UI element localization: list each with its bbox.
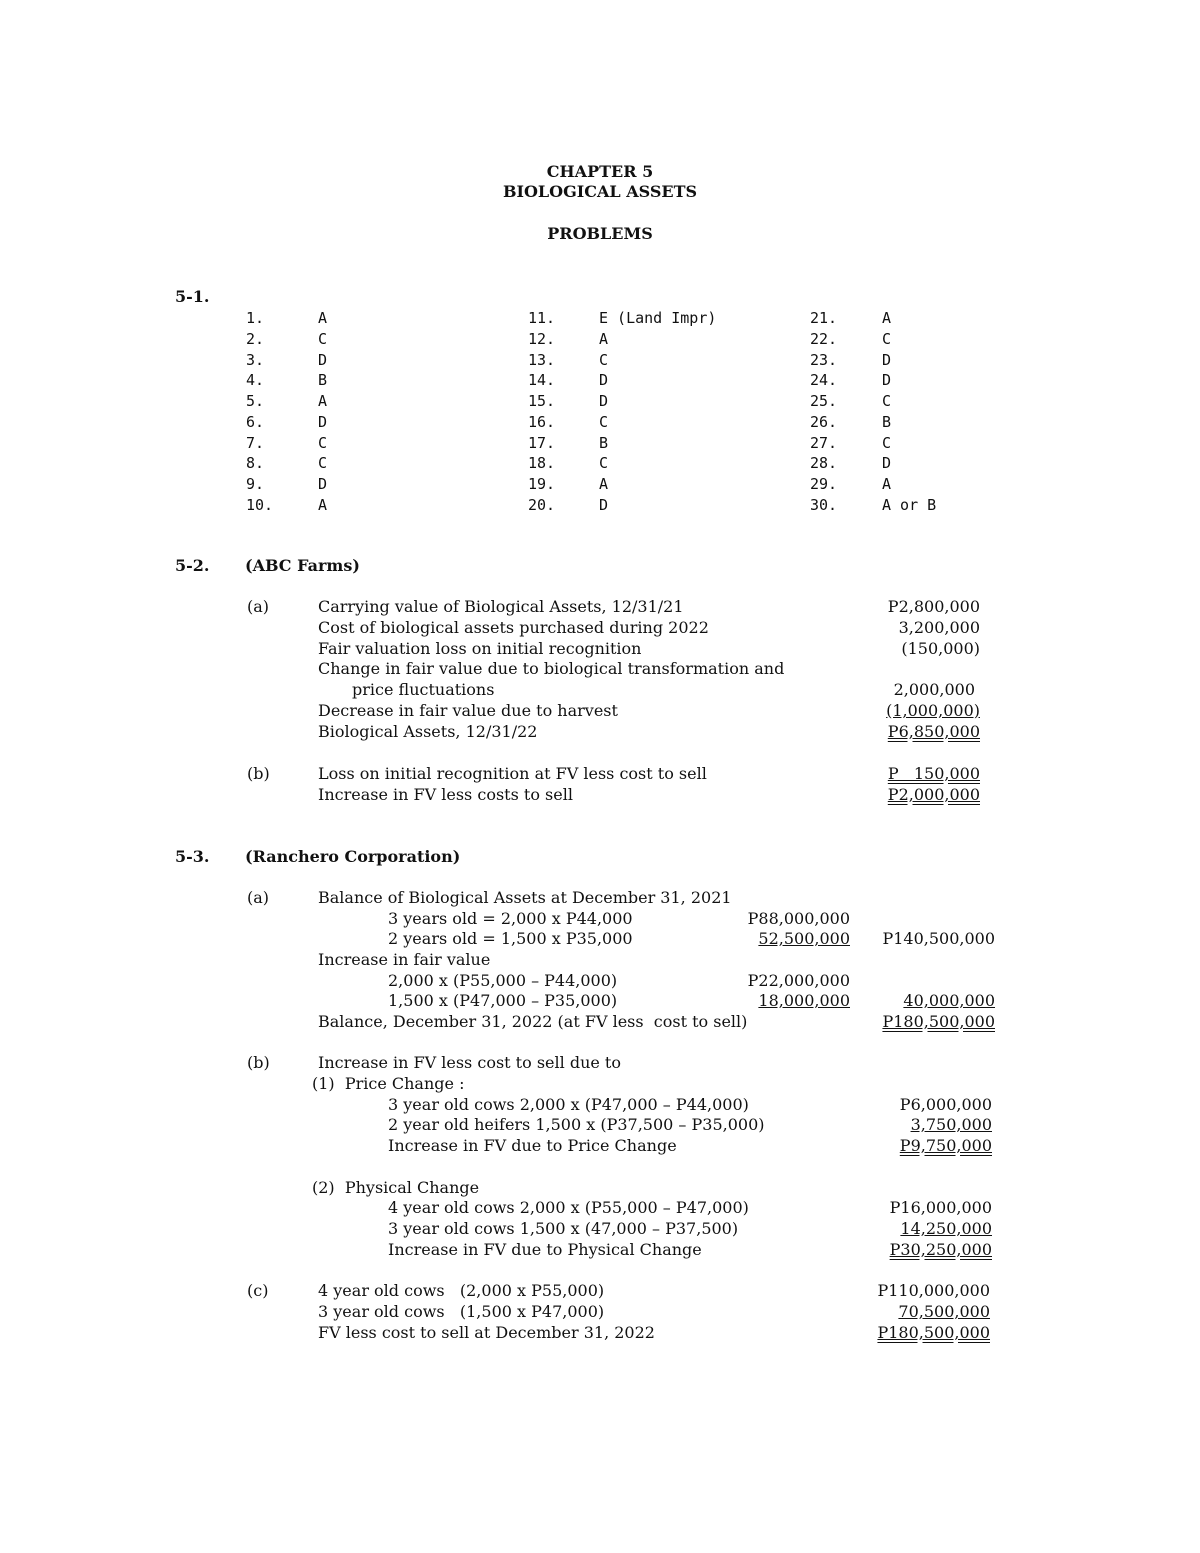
answer-choice: D: [882, 351, 892, 369]
answer-number: 3.: [246, 351, 265, 369]
amount: P110,000,000: [877, 1281, 990, 1300]
answer-choice: D: [882, 371, 892, 389]
line-label: Increase in FV less cost to sell due to: [318, 1053, 621, 1072]
answer-choice: A: [599, 330, 609, 348]
line-label: Increase in FV due to Price Change: [388, 1136, 677, 1155]
line-label: 3 year old cows (1,500 x P47,000): [318, 1302, 605, 1321]
amount: 3,200,000: [898, 618, 980, 637]
amount: P6,000,000: [899, 1095, 992, 1114]
answer-choice: A: [599, 475, 609, 493]
line-label: 3 year old cows 2,000 x (P47,000 – P44,000): [388, 1095, 749, 1114]
section-title: PROBLEMS: [547, 224, 653, 243]
problem-5-3-label: 5-3.: [175, 847, 210, 866]
answer-number: 18.: [528, 454, 556, 472]
line-label: Balance of Biological Assets at December 31, 2021: [318, 888, 732, 907]
line-label: Increase in FV less costs to sell: [318, 785, 573, 804]
answer-number: 16.: [528, 413, 556, 431]
answer-choice: D: [599, 392, 609, 410]
answer-number: 12.: [528, 330, 556, 348]
answer-number: 20.: [528, 496, 556, 514]
chapter-number: CHAPTER 5: [546, 162, 654, 181]
answer-number: 28.: [810, 454, 838, 472]
total-amount: P9,750,000: [899, 1136, 992, 1155]
answer-number: 30.: [810, 496, 838, 514]
part-label: (b): [247, 764, 270, 783]
answer-number: 15.: [528, 392, 556, 410]
line-label: 3 years old = 2,000 x P44,000: [388, 909, 633, 928]
amount: (1,000,000): [886, 701, 980, 720]
line-label: 1,500 x (P47,000 – P35,000): [388, 991, 618, 1010]
answer-choice: A: [318, 496, 328, 514]
answer-choice: D: [599, 371, 609, 389]
answer-number: 26.: [810, 413, 838, 431]
line-label: 2 year old heifers 1,500 x (P37,500 – P35,000): [388, 1115, 765, 1134]
line-label: 4 year old cows 2,000 x (P55,000 – P47,000): [388, 1198, 749, 1217]
answer-number: 21.: [810, 309, 838, 327]
answer-choice: D: [599, 496, 609, 514]
answer-number: 17.: [528, 434, 556, 452]
answer-number: 25.: [810, 392, 838, 410]
answer-number: 6.: [246, 413, 265, 431]
problem-5-2-company: (ABC Farms): [245, 556, 360, 575]
answer-choice: B: [318, 371, 328, 389]
amount: 14,250,000: [900, 1219, 992, 1238]
answer-number: 8.: [246, 454, 265, 472]
problem-5-3-company: (Ranchero Corporation): [245, 847, 461, 866]
total-amount: P6,850,000: [887, 722, 980, 741]
amount: 3,750,000: [910, 1115, 992, 1134]
chapter-title: BIOLOGICAL ASSETS: [502, 182, 698, 201]
line-label: Increase in fair value: [318, 950, 491, 969]
answer-number: 19.: [528, 475, 556, 493]
total-amount: P180,500,000: [882, 1012, 995, 1031]
answer-number: 13.: [528, 351, 556, 369]
line-label: Balance, December 31, 2022 (at FV less cost to sell): [318, 1012, 748, 1031]
total-amount: P 150,000: [887, 764, 980, 783]
part-label: (c): [247, 1281, 269, 1300]
line-label: FV less cost to sell at December 31, 2022: [318, 1323, 655, 1342]
answer-choice: C: [599, 454, 609, 472]
answer-choice: C: [599, 413, 609, 431]
total-amount: P2,000,000: [887, 785, 980, 804]
answer-number: 10.: [246, 496, 274, 514]
answer-number: 4.: [246, 371, 265, 389]
line-label: 3 year old cows 1,500 x (47,000 – P37,500): [388, 1219, 739, 1238]
line-label: Cost of biological assets purchased during 2022: [318, 618, 709, 637]
answer-choice: C: [318, 434, 328, 452]
line-label: Decrease in fair value due to harvest: [318, 701, 618, 720]
answer-choice: A or B: [882, 496, 937, 514]
line-label: Change in fair value due to biological transformation and: [318, 659, 785, 678]
line-label: 2,000 x (P55,000 – P44,000): [388, 971, 618, 990]
answer-choice: A: [318, 392, 328, 410]
problem-5-2-label: 5-2.: [175, 556, 210, 575]
answer-number: 11.: [528, 309, 556, 327]
answer-number: 23.: [810, 351, 838, 369]
line-label: 4 year old cows (2,000 x P55,000): [318, 1281, 605, 1300]
answer-number: 27.: [810, 434, 838, 452]
answer-choice: C: [318, 330, 328, 348]
answer-choice: D: [318, 413, 328, 431]
line-label: Loss on initial recognition at FV less cost to sell: [318, 764, 707, 783]
answer-number: 7.: [246, 434, 265, 452]
answer-number: 2.: [246, 330, 265, 348]
answer-choice: A: [882, 309, 892, 327]
part-label: (a): [247, 597, 270, 616]
part-label: (b): [247, 1053, 270, 1072]
amount: P140,500,000: [882, 929, 995, 948]
answer-choice: D: [318, 351, 328, 369]
answer-choice: B: [599, 434, 609, 452]
total-amount: P180,500,000: [877, 1323, 990, 1342]
line-label: Increase in FV due to Physical Change: [388, 1240, 702, 1259]
amount: 40,000,000: [903, 991, 995, 1010]
subsection-label: (1) Price Change :: [312, 1074, 465, 1093]
subtotal-amount: P88,000,000: [747, 909, 850, 928]
line-label: price fluctuations: [352, 680, 495, 699]
answer-number: 22.: [810, 330, 838, 348]
answer-choice: C: [882, 330, 892, 348]
answer-number: 5.: [246, 392, 265, 410]
amount: 70,500,000: [898, 1302, 990, 1321]
answer-number: 1.: [246, 309, 265, 327]
amount: 2,000,000: [893, 680, 975, 699]
answer-number: 14.: [528, 371, 556, 389]
answer-choice: C: [882, 434, 892, 452]
amount: P16,000,000: [889, 1198, 992, 1217]
answer-choice: D: [882, 454, 892, 472]
answer-choice: D: [318, 475, 328, 493]
line-label: Fair valuation loss on initial recognition: [318, 639, 642, 658]
answer-number: 29.: [810, 475, 838, 493]
line-label: Carrying value of Biological Assets, 12/31/21: [318, 597, 684, 616]
answer-choice: E (Land Impr): [599, 309, 717, 327]
answer-number: 24.: [810, 371, 838, 389]
line-label: 2 years old = 1,500 x P35,000: [388, 929, 633, 948]
part-label: (a): [247, 888, 270, 907]
amount: (150,000): [901, 639, 980, 658]
total-amount: P30,250,000: [889, 1240, 992, 1259]
subtotal-amount: 18,000,000: [758, 991, 850, 1010]
line-label: Biological Assets, 12/31/22: [318, 722, 538, 741]
answer-choice: C: [599, 351, 609, 369]
problem-5-1-label: 5-1.: [175, 287, 210, 306]
subtotal-amount: 52,500,000: [758, 929, 850, 948]
answer-choice: C: [882, 392, 892, 410]
answer-choice: C: [318, 454, 328, 472]
amount: P2,800,000: [887, 597, 980, 616]
answer-choice: B: [882, 413, 892, 431]
answer-number: 9.: [246, 475, 265, 493]
answer-choice: A: [882, 475, 892, 493]
answer-choice: A: [318, 309, 328, 327]
subtotal-amount: P22,000,000: [747, 971, 850, 990]
subsection-label: (2) Physical Change: [312, 1178, 480, 1197]
